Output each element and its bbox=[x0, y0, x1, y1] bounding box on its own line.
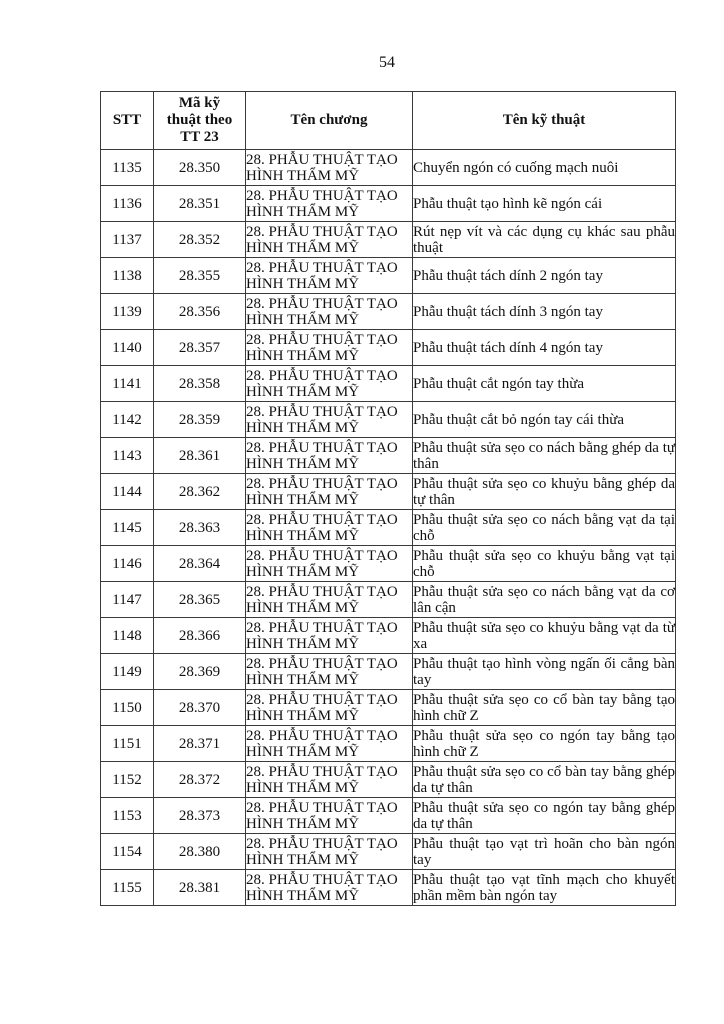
row-chapter-cell: 28. PHẪU THUẬT TẠO HÌNH THẨM MỸ bbox=[246, 762, 413, 798]
row-stt-cell: 1140 bbox=[101, 330, 154, 366]
row-chapter-cell: 28. PHẪU THUẬT TẠO HÌNH THẨM MỸ bbox=[246, 870, 413, 906]
row-stt-cell: 1155 bbox=[101, 870, 154, 906]
row-code-cell: 28.380 bbox=[154, 834, 246, 870]
row-code-cell: 28.371 bbox=[154, 726, 246, 762]
row-chapter-cell: 28. PHẪU THUẬT TẠO HÌNH THẨM MỸ bbox=[246, 798, 413, 834]
row-technique-cell: Phẫu thuật tạo hình vòng ngấn ối cẳng bàn tay bbox=[413, 655, 675, 688]
row-technique-cell: Phẫu thuật sửa sẹo co khuỷu bằng ghép da tự thân bbox=[413, 475, 675, 508]
row-code-cell: 28.370 bbox=[154, 690, 246, 726]
row-technique-cell: Phẫu thuật tách dính 2 ngón tay bbox=[413, 258, 676, 294]
row-technique-cell: Phẫu thuật sửa sẹo co cổ bàn tay bằng tạo hình chữ Z bbox=[413, 691, 675, 724]
row-code-cell: 28.362 bbox=[154, 474, 246, 510]
row-code-cell: 28.351 bbox=[154, 186, 246, 222]
table-row bbox=[101, 546, 676, 582]
row-stt-cell: 1144 bbox=[101, 474, 154, 510]
table-body bbox=[101, 150, 676, 906]
row-code-cell: 28.364 bbox=[154, 546, 246, 582]
table-row bbox=[101, 798, 676, 834]
row-stt-cell: 1148 bbox=[101, 618, 154, 654]
table-row bbox=[101, 258, 676, 294]
row-chapter-cell: 28. PHẪU THUẬT TẠO HÌNH THẨM MỸ bbox=[246, 186, 413, 222]
row-technique-cell: Phẫu thuật tách dính 4 ngón tay bbox=[413, 330, 676, 366]
row-code-cell: 28.363 bbox=[154, 510, 246, 546]
row-code-cell: 28.352 bbox=[154, 222, 246, 258]
header-code bbox=[154, 92, 246, 150]
table-row bbox=[101, 510, 676, 546]
row-stt-cell: 1139 bbox=[101, 294, 154, 330]
row-chapter-cell: 28. PHẪU THUẬT TẠO HÌNH THẨM MỸ bbox=[246, 474, 413, 510]
table-row bbox=[101, 222, 676, 258]
row-technique-cell: Phẫu thuật sửa sẹo co nách bằng vạt da cơ lân cận bbox=[413, 583, 675, 616]
row-technique-cell: Phẫu thuật sửa sẹo co khuỷu bằng vạt tại chỗ bbox=[413, 547, 675, 580]
row-technique-cell: Phẫu thuật cắt ngón tay thừa bbox=[413, 366, 676, 402]
table-row bbox=[101, 870, 676, 906]
row-stt-cell: 1141 bbox=[101, 366, 154, 402]
row-stt-cell: 1135 bbox=[101, 150, 154, 186]
row-stt-cell: 1149 bbox=[101, 654, 154, 690]
row-stt-cell: 1150 bbox=[101, 690, 154, 726]
row-chapter-cell: 28. PHẪU THUẬT TẠO HÌNH THẨM MỸ bbox=[246, 510, 413, 546]
table-row bbox=[101, 330, 676, 366]
table-row bbox=[101, 690, 676, 726]
table-row bbox=[101, 438, 676, 474]
row-stt-cell: 1145 bbox=[101, 510, 154, 546]
row-chapter-cell: 28. PHẪU THUẬT TẠO HÌNH THẨM MỸ bbox=[246, 294, 413, 330]
row-chapter-cell: 28. PHẪU THUẬT TẠO HÌNH THẨM MỸ bbox=[246, 438, 413, 474]
table-row bbox=[101, 150, 676, 186]
row-code-cell: 28.381 bbox=[154, 870, 246, 906]
table-row bbox=[101, 726, 676, 762]
table-row bbox=[101, 762, 676, 798]
row-stt-cell: 1142 bbox=[101, 402, 154, 438]
table-header bbox=[101, 92, 676, 150]
row-chapter-cell: 28. PHẪU THUẬT TẠO HÌNH THẨM MỸ bbox=[246, 546, 413, 582]
table-row bbox=[101, 654, 676, 690]
row-stt-cell: 1137 bbox=[101, 222, 154, 258]
row-chapter-cell: 28. PHẪU THUẬT TẠO HÌNH THẨM MỸ bbox=[246, 366, 413, 402]
row-technique-cell: Phẫu thuật sửa sẹo co ngón tay bằng ghép da tự thân bbox=[413, 799, 675, 832]
row-code-cell: 28.372 bbox=[154, 762, 246, 798]
row-code-cell: 28.355 bbox=[154, 258, 246, 294]
row-code-cell: 28.359 bbox=[154, 402, 246, 438]
header-stt: STT bbox=[101, 92, 154, 150]
table-row bbox=[101, 834, 676, 870]
table-row bbox=[101, 474, 676, 510]
header-row bbox=[101, 92, 676, 150]
row-stt-cell: 1138 bbox=[101, 258, 154, 294]
row-chapter-cell: 28. PHẪU THUẬT TẠO HÌNH THẨM MỸ bbox=[246, 150, 413, 186]
header-chapter: Tên chương bbox=[246, 92, 413, 150]
row-chapter-cell: 28. PHẪU THUẬT TẠO HÌNH THẨM MỸ bbox=[246, 258, 413, 294]
row-chapter-cell: 28. PHẪU THUẬT TẠO HÌNH THẨM MỸ bbox=[246, 726, 413, 762]
table-row bbox=[101, 294, 676, 330]
row-technique-cell: Chuyển ngón có cuống mạch nuôi bbox=[413, 150, 676, 186]
row-code-cell: 28.350 bbox=[154, 150, 246, 186]
row-technique-cell: Phẫu thuật sửa sẹo co nách bằng ghép da tự thân bbox=[413, 439, 675, 472]
row-stt-cell: 1146 bbox=[101, 546, 154, 582]
row-stt-cell: 1143 bbox=[101, 438, 154, 474]
header-code-label: Mã kỹ thuật theo TT 23 bbox=[166, 95, 233, 145]
row-stt-cell: 1153 bbox=[101, 798, 154, 834]
row-chapter-cell: 28. PHẪU THUẬT TẠO HÌNH THẨM MỸ bbox=[246, 222, 413, 258]
row-chapter-cell: 28. PHẪU THUẬT TẠO HÌNH THẨM MỸ bbox=[246, 690, 413, 726]
table-row bbox=[101, 618, 676, 654]
header-technique: Tên kỹ thuật bbox=[413, 92, 676, 150]
row-chapter-cell: 28. PHẪU THUẬT TẠO HÌNH THẨM MỸ bbox=[246, 834, 413, 870]
technique-table bbox=[100, 91, 676, 906]
table-row bbox=[101, 402, 676, 438]
row-code-cell: 28.358 bbox=[154, 366, 246, 402]
row-code-cell: 28.366 bbox=[154, 618, 246, 654]
row-technique-cell: Phẫu thuật sửa sẹo co nách bằng vạt da tại chỗ bbox=[413, 511, 675, 544]
row-stt-cell: 1151 bbox=[101, 726, 154, 762]
row-code-cell: 28.369 bbox=[154, 654, 246, 690]
row-code-cell: 28.373 bbox=[154, 798, 246, 834]
row-chapter-cell: 28. PHẪU THUẬT TẠO HÌNH THẨM MỸ bbox=[246, 402, 413, 438]
row-technique-cell: Rút nẹp vít và các dụng cụ khác sau phẫu thuật bbox=[413, 223, 675, 256]
row-code-cell: 28.356 bbox=[154, 294, 246, 330]
row-technique-cell: Phẫu thuật sửa sẹo co khuỷu bằng vạt da từ xa bbox=[413, 619, 675, 652]
row-stt-cell: 1147 bbox=[101, 582, 154, 618]
row-technique-cell: Phẫu thuật cắt bỏ ngón tay cái thừa bbox=[413, 402, 676, 438]
row-stt-cell: 1136 bbox=[101, 186, 154, 222]
row-chapter-cell: 28. PHẪU THUẬT TẠO HÌNH THẨM MỸ bbox=[246, 654, 413, 690]
row-technique-cell: Phẫu thuật sửa sẹo co cổ bàn tay bằng ghép da tự thân bbox=[413, 763, 675, 796]
row-stt-cell: 1154 bbox=[101, 834, 154, 870]
table-row bbox=[101, 366, 676, 402]
row-code-cell: 28.361 bbox=[154, 438, 246, 474]
row-code-cell: 28.365 bbox=[154, 582, 246, 618]
row-chapter-cell: 28. PHẪU THUẬT TẠO HÌNH THẨM MỸ bbox=[246, 618, 413, 654]
row-technique-cell: Phẫu thuật tạo vạt tĩnh mạch cho khuyết phần mềm bàn ngón tay bbox=[413, 871, 675, 904]
row-chapter-cell: 28. PHẪU THUẬT TẠO HÌNH THẨM MỸ bbox=[246, 582, 413, 618]
table-row bbox=[101, 186, 676, 222]
row-technique-cell: Phẫu thuật sửa sẹo co ngón tay bằng tạo hình chữ Z bbox=[413, 727, 675, 760]
page-number: 54 bbox=[379, 54, 395, 71]
row-stt-cell: 1152 bbox=[101, 762, 154, 798]
row-code-cell: 28.357 bbox=[154, 330, 246, 366]
row-chapter-cell: 28. PHẪU THUẬT TẠO HÌNH THẨM MỸ bbox=[246, 330, 413, 366]
row-technique-cell: Phẫu thuật tạo vạt trì hoãn cho bàn ngón tay bbox=[413, 835, 675, 868]
row-technique-cell: Phẫu thuật tách dính 3 ngón tay bbox=[413, 294, 676, 330]
table-row bbox=[101, 582, 676, 618]
row-technique-cell: Phẫu thuật tạo hình kẽ ngón cái bbox=[413, 186, 676, 222]
